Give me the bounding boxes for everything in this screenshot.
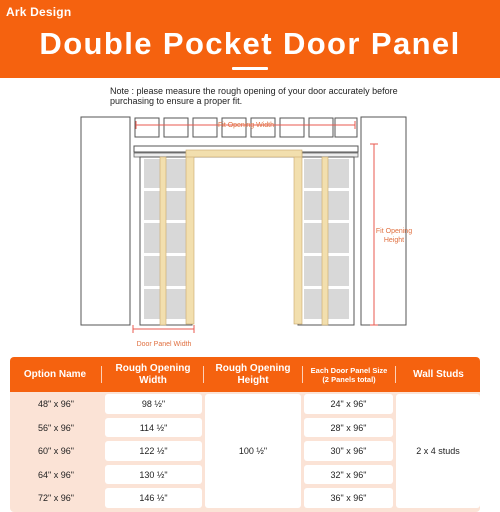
door-panel-width-dimension	[133, 325, 194, 333]
table-header	[10, 357, 480, 392]
opening-header	[186, 150, 302, 157]
opening-left-jamb	[186, 152, 194, 324]
rough-width-cell: 130 ½"	[105, 465, 202, 484]
option-name-cell: 60" x 96"	[38, 446, 74, 456]
rough-width-cell: 114 ½"	[105, 418, 202, 437]
left-wall-panel	[81, 117, 130, 325]
size-options-table	[10, 357, 480, 512]
opening-right-jamb	[294, 152, 302, 324]
rough-height-merged-cell: 100 ½"	[205, 394, 301, 508]
fit-opening-width-label: Fit Opening Width	[217, 122, 275, 129]
rough-width-cell: 98 ½"	[105, 394, 202, 414]
wall-studs-merged-cell: 2 x 4 studs	[396, 394, 480, 508]
panel-size-cell: 28" x 96"	[304, 418, 393, 437]
option-name-cell: 64" x 96"	[38, 469, 74, 480]
right-pocket-stud	[322, 157, 328, 325]
measurement-note: Note : please measure the rough opening of your door accurately before purchasing to ensure a proper fit.	[110, 86, 398, 106]
fit-opening-height-label-line2: Height	[383, 237, 405, 244]
left-pocket-stud	[160, 157, 166, 325]
option-name-cell: 56" x 96"	[38, 422, 74, 433]
header-each-door-panel-size: Each Door Panel Size (2 Panels total)	[310, 365, 388, 384]
panel-size-cell: 30" x 96"	[304, 441, 393, 461]
right-wall-panel	[361, 117, 406, 325]
header-separator	[203, 366, 204, 383]
header-wall-studs: Wall Studs	[413, 368, 464, 380]
rough-width-cell: 122 ½"	[105, 441, 202, 461]
panel-size-cell: 24" x 96"	[304, 394, 393, 414]
table-body	[10, 392, 480, 512]
header-option-name: Option Name	[23, 368, 87, 380]
header-rough-opening-height: Rough Opening Height	[215, 362, 291, 386]
header-separator	[302, 366, 303, 383]
fit-opening-height-label-line1: Fit Opening	[375, 228, 413, 235]
panel-size-cell: 32" x 96"	[304, 465, 393, 484]
rough-width-cell: 146 ½"	[105, 488, 202, 508]
header-separator	[101, 366, 102, 383]
option-name-cell: 48" x 96"	[38, 399, 74, 409]
page-title: Double Pocket Door Panel	[39, 26, 461, 61]
door-panel-width-label: Door Panel Width	[136, 341, 192, 348]
header-separator	[395, 366, 396, 383]
header-rough-opening-width: Rough Opening Width	[115, 362, 191, 386]
option-name-cell: 72" x 96"	[38, 493, 74, 503]
panel-size-cell: 36" x 96"	[304, 488, 393, 508]
brand-name: Ark Design	[6, 5, 72, 19]
